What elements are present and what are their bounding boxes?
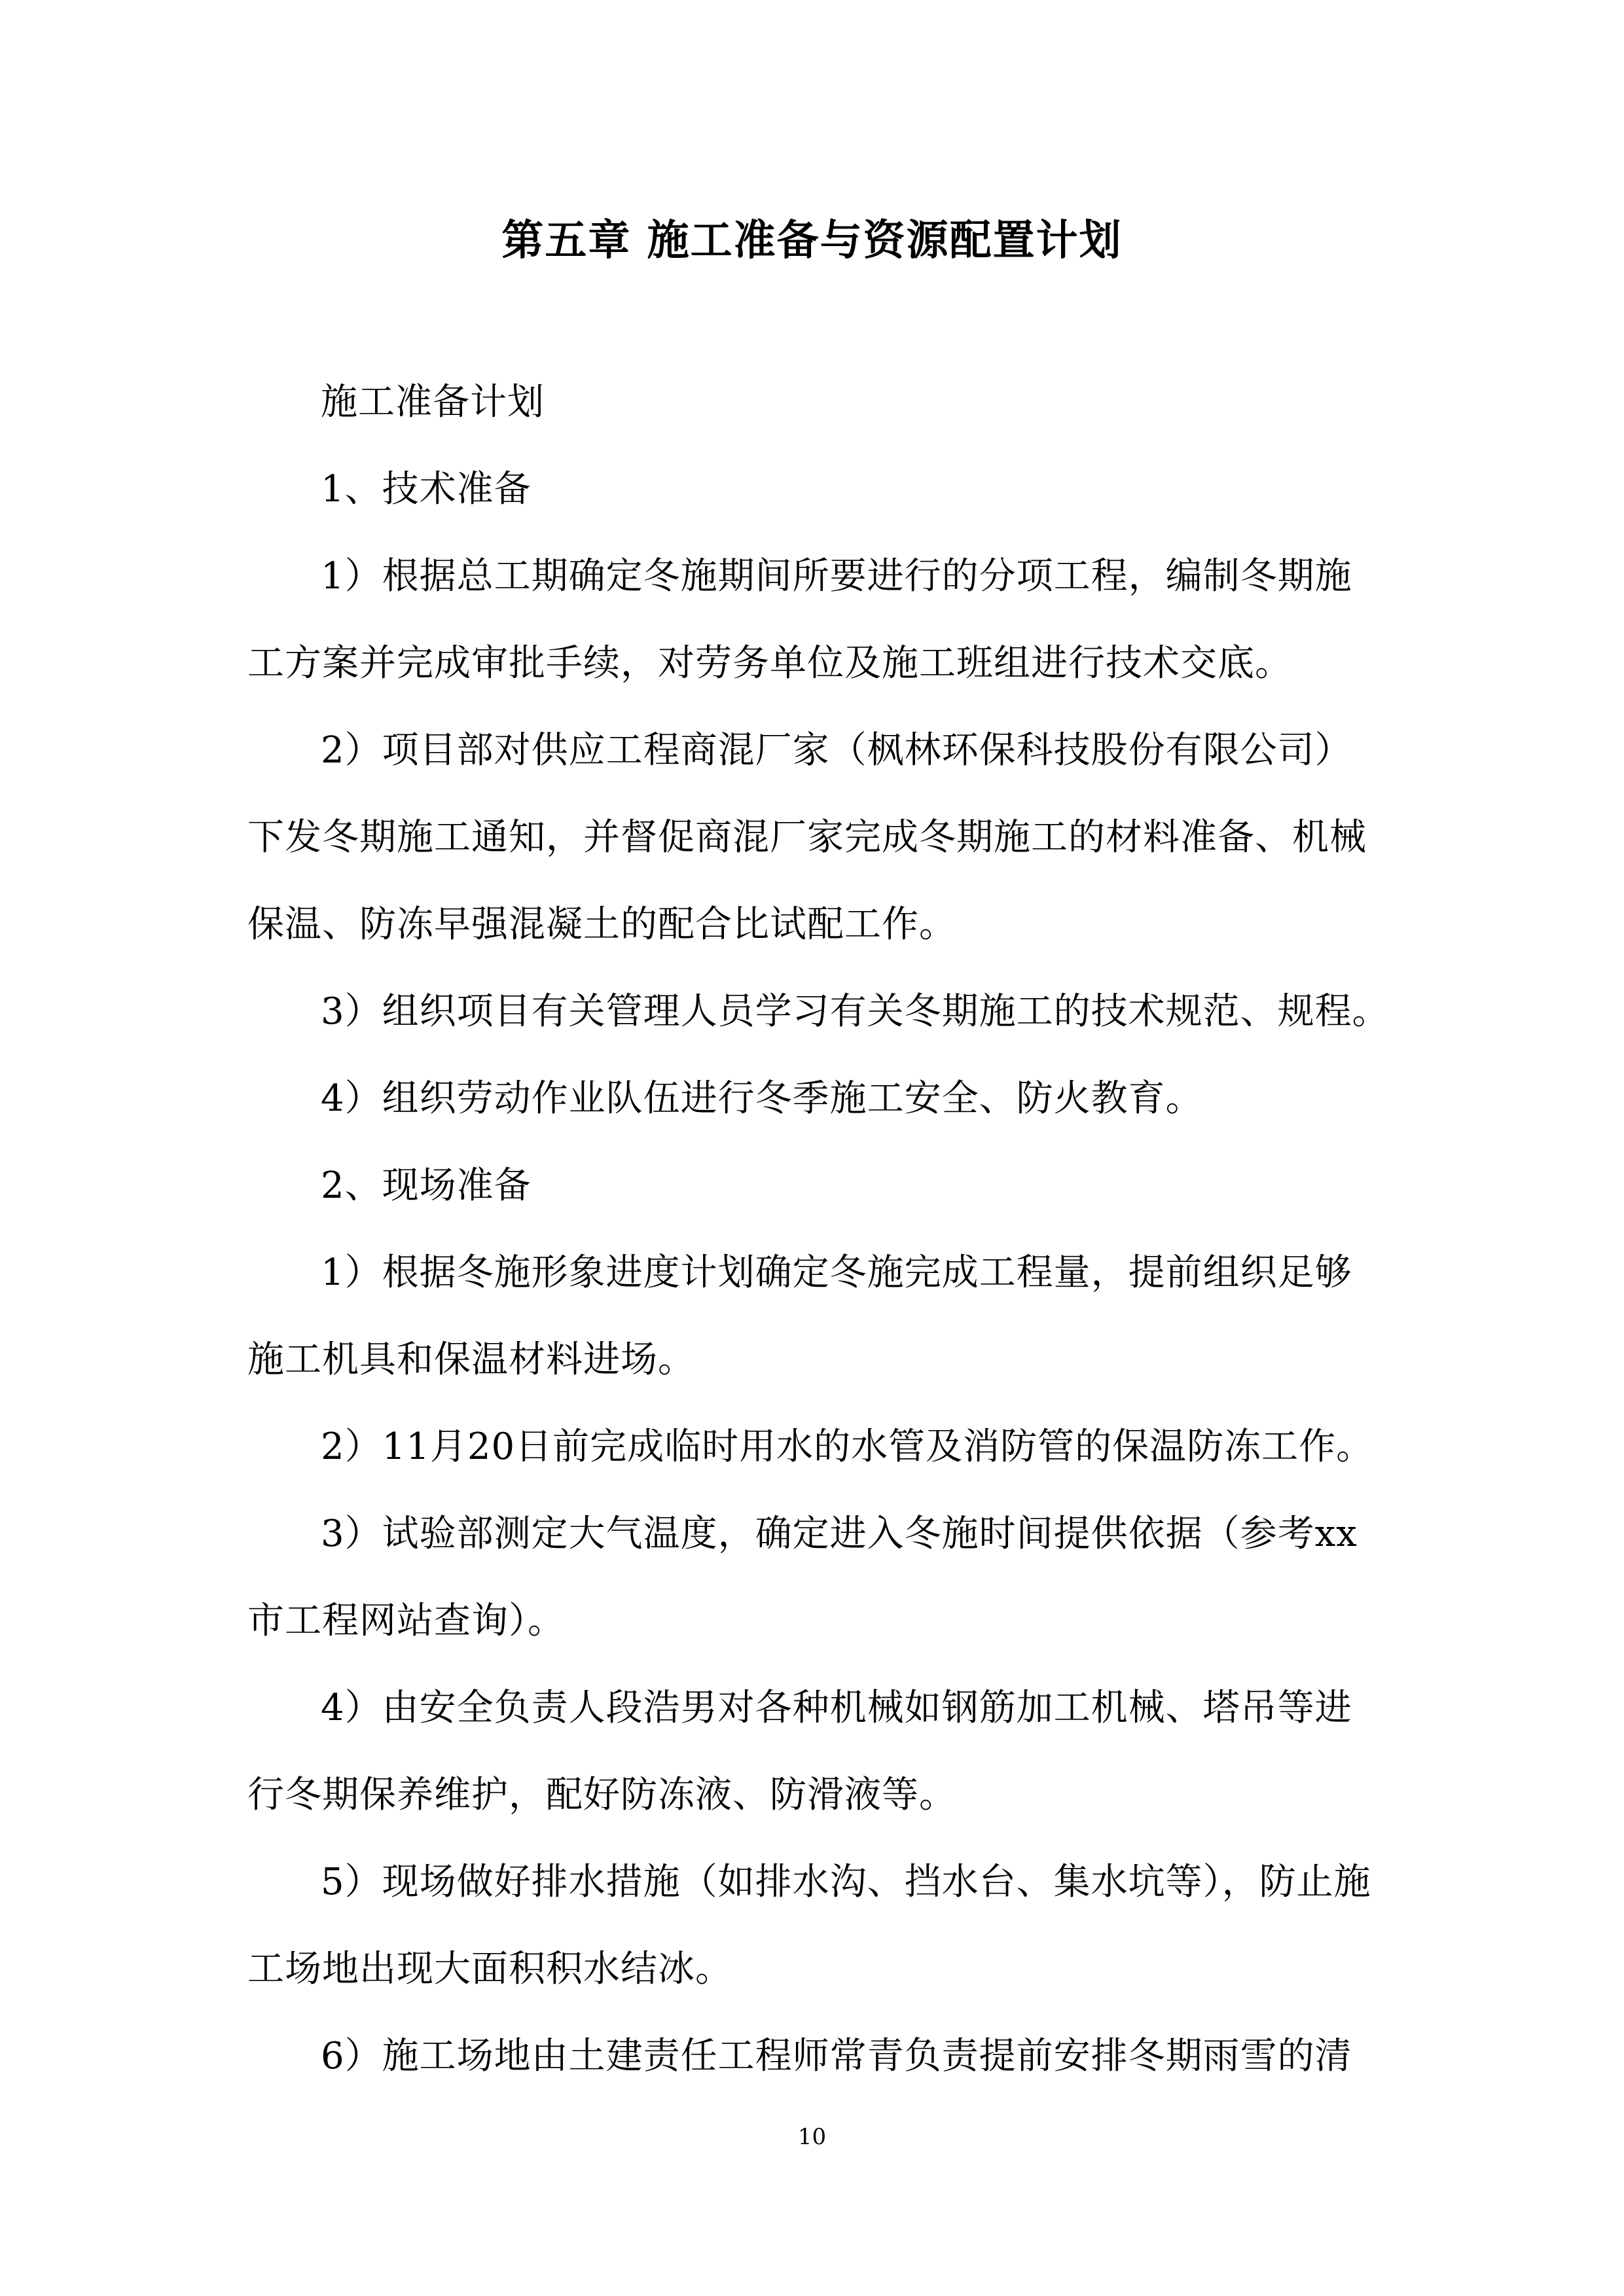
paragraph-line: 1）根据冬施形象进度计划确定冬施完成工程量，提前组织足够	[321, 1251, 1352, 1294]
paragraph-line: 1）根据总工期确定冬施期间所要进行的分项工程，编制冬期施	[321, 555, 1352, 598]
paragraph	[247, 1403, 1386, 1490]
paragraph-line: 下发冬期施工通知，并督促商混厂家完成冬期施工的材料准备、机械	[247, 816, 1367, 859]
paragraph	[247, 1055, 1386, 1142]
paragraph-line: 6）施工场地由土建责任工程师常青负责提前安排冬期雨雪的清	[321, 2035, 1352, 2077]
paragraph	[247, 1839, 1386, 2013]
paragraph-line: 1、技术准备	[321, 468, 532, 511]
paragraph-line: 施工机具和保温材料进场。	[247, 1338, 695, 1381]
paragraph	[247, 1229, 1386, 1403]
paragraph	[247, 1664, 1386, 1839]
paragraph	[247, 2013, 1386, 2100]
paragraph	[247, 968, 1390, 1055]
paragraph-line: 工方案并完成审批手续，对劳务单位及施工班组进行技术交底。	[247, 642, 1292, 685]
paragraph-line: 3）组织项目有关管理人员学习有关冬期施工的技术规范、规程。	[321, 990, 1390, 1033]
paragraph-line: 5）现场做好排水措施（如排水沟、挡水台、集水坑等），防止施	[321, 1861, 1371, 1903]
paragraph	[247, 359, 1386, 446]
paragraph-line: 保温、防冻早强混凝土的配合比试配工作。	[247, 903, 956, 946]
page-number: 10	[797, 2124, 827, 2150]
paragraph	[247, 1142, 1386, 1229]
document-body	[247, 359, 1390, 2100]
paragraph	[247, 1490, 1386, 1664]
paragraph-line: 4）由安全负责人段浩男对各种机械如钢筋加工机械、塔吊等进	[321, 1687, 1352, 1729]
paragraph-line: 施工准备计划	[321, 381, 545, 423]
paragraph-line: 2、现场准备	[321, 1164, 532, 1207]
paragraph-line: 市工程网站查询）。	[247, 1600, 565, 1642]
paragraph-line: 工场地出现大面积积水结冰。	[247, 1948, 732, 1990]
paragraph	[247, 446, 1386, 533]
paragraph	[247, 533, 1386, 707]
chapter-title: 第五章 施工准备与资源配置计划	[501, 216, 1123, 265]
paragraph	[247, 707, 1386, 968]
paragraph-line: 4）组织劳动作业队伍进行冬季施工安全、防火教育。	[321, 1077, 1203, 1120]
paragraph-line: 2）11月20日前完成临时用水的水管及消防管的保温防冻工作。	[321, 1426, 1374, 1468]
paragraph-line: 行冬期保养维护，配好防冻液、防滑液等。	[247, 1774, 956, 1816]
paragraph-line: 3）试验部测定大气温度，确定进入冬施时间提供依据（参考xx	[321, 1513, 1358, 1555]
paragraph-line: 2）项目部对供应工程商混厂家（枫林环保科技股份有限公司）	[321, 729, 1352, 772]
